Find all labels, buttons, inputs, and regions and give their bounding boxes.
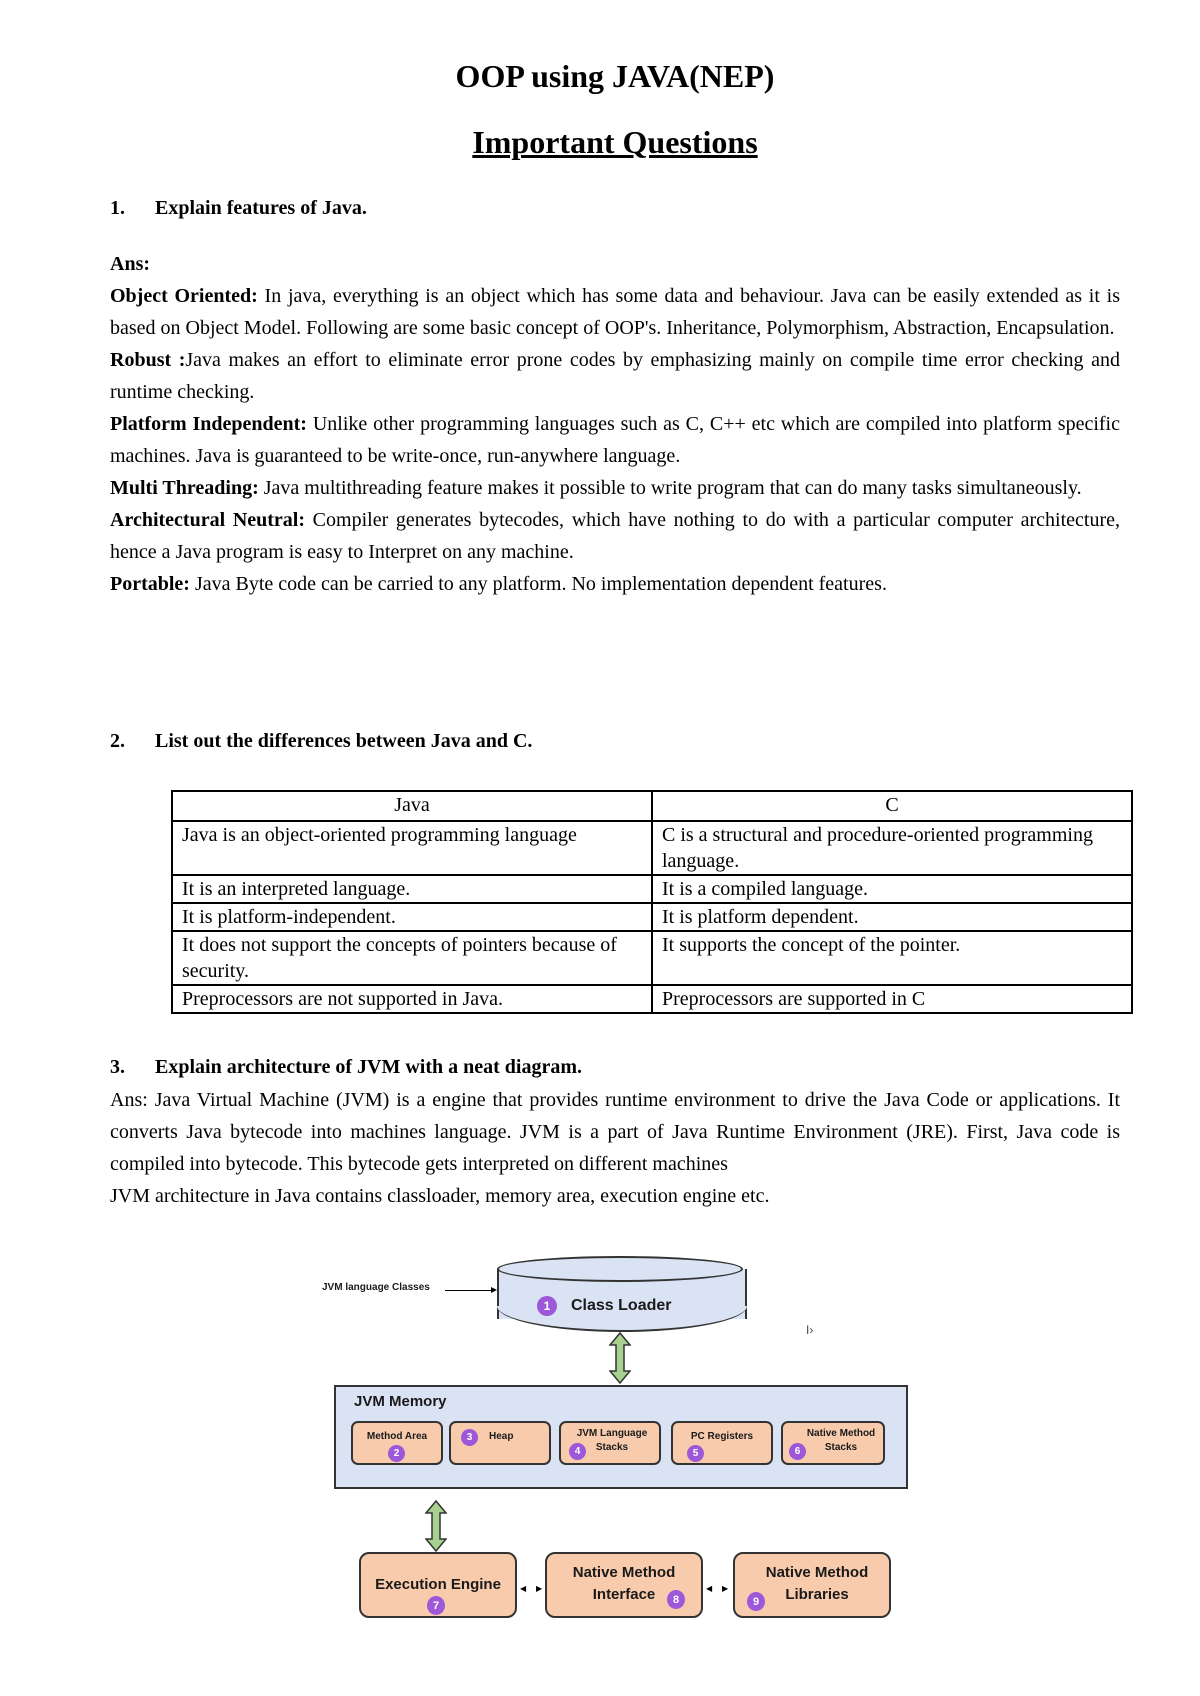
question-1-answer: [110, 248, 1120, 600]
table-cell: It supports the concept of the pointer.: [652, 931, 1132, 985]
question-number: 1.: [110, 197, 125, 219]
number-badge: 4: [569, 1443, 586, 1460]
input-arrow-icon: [445, 1290, 495, 1291]
question-1-heading: [110, 197, 367, 220]
number-badge: 3: [461, 1429, 478, 1446]
memory-area-method-area: Method Area 2: [351, 1421, 443, 1465]
double-arrow-icon: [609, 1332, 631, 1384]
number-badge: 1: [537, 1296, 557, 1316]
feature-multi-threading: Multi Threading: Java multithreading feature makes it possible to write program that can do many tasks simultaneously.: [110, 477, 1082, 499]
double-arrow-icon: [425, 1500, 447, 1552]
text-cursor-icon: I›: [806, 1323, 814, 1337]
table-cell: It is a compiled language.: [652, 875, 1132, 903]
feature-object-oriented: Object Oriented: In java, everything is an object which has some data and behaviour. Java can be easily extended as it is based on Object Model. Following are some basic concept of OOP's. Inheritance, Polymorphism, Abstraction, Encapsulation.: [110, 285, 1120, 339]
number-badge: 7: [427, 1596, 445, 1615]
java-vs-c-table: [171, 790, 1133, 1014]
connector-arrow-icon: ▶: [536, 1584, 543, 1593]
question-2-heading: [110, 730, 532, 753]
question-text: Explain features of Java.: [155, 197, 367, 219]
table-row: [172, 875, 1132, 903]
table-cell: It is an interpreted language.: [172, 875, 652, 903]
table-row: [172, 931, 1132, 985]
question-text: Explain architecture of JVM with a neat diagram.: [155, 1056, 583, 1078]
class-loader-cylinder: [497, 1256, 745, 1332]
number-badge: 6: [789, 1443, 806, 1460]
connector-arrow-icon: ◀: [706, 1584, 713, 1593]
table-cell: Preprocessors are not supported in Java.: [172, 985, 652, 1013]
connector-arrow-icon: ◀: [520, 1584, 527, 1593]
table-header-row: [172, 791, 1132, 821]
number-badge: 8: [667, 1590, 685, 1609]
question-3-answer: Ans: Java Virtual Machine (JVM) is a engine that provides runtime environment to drive the Java Code or applications. It converts Java bytecode into machines language. JVM is a part of Java Runtime Environment (JRE). First, Java code is compiled into bytecode. This bytecode gets interpreted on different machines JVM architecture in Java contains classloader, memory area, execution engine etc.: [110, 1089, 1120, 1207]
feature-robust: Robust :Java makes an effort to eliminate error prone codes by emphasizing mainly on compile time error checking and runtime checking.: [110, 349, 1120, 403]
document-subtitle: Important Questions: [472, 124, 758, 160]
native-method-interface-box: Native Method Interface 8: [545, 1552, 703, 1618]
number-badge: 9: [747, 1592, 765, 1611]
class-loader-label: Class Loader: [571, 1297, 672, 1314]
table-cell: It is platform dependent.: [652, 903, 1132, 931]
table-cell: Preprocessors are supported in C: [652, 985, 1132, 1013]
table-row: [172, 985, 1132, 1013]
feature-architectural-neutral: Architectural Neutral: Compiler generates bytecodes, which have nothing to do with a particular computer architecture, hence a Java program is easy to Interpret on any machine.: [110, 509, 1120, 563]
feature-portable: Portable: Java Byte code can be carried to any platform. No implementation dependent features.: [110, 573, 887, 595]
answer-label: Ans:: [110, 253, 151, 275]
memory-area-heap: 3 Heap: [449, 1421, 551, 1465]
jvm-language-classes-label: JVM language Classes: [322, 1282, 430, 1293]
number-badge: 2: [388, 1445, 405, 1462]
question-text: List out the differences between Java and C.: [155, 730, 533, 752]
column-header-java: Java: [172, 791, 652, 821]
memory-area-jvm-language-stacks: JVM Language Stacks 4: [559, 1421, 661, 1465]
table-cell: It does not support the concepts of pointers because of security.: [172, 931, 652, 985]
number-badge: 5: [687, 1445, 704, 1462]
question-3-heading: [110, 1056, 582, 1079]
native-method-libraries-box: Native Method Libraries 9: [733, 1552, 891, 1618]
document-title: OOP using JAVA(NEP): [455, 58, 775, 94]
jvm-memory-title: JVM Memory: [354, 1393, 447, 1410]
table-cell: C is a structural and procedure-oriented programming language.: [652, 821, 1132, 875]
table-row: [172, 821, 1132, 875]
feature-platform-independent: Platform Independent: Unlike other programming languages such as C, C++ etc which are compiled into platform specific machines. Java is guaranteed to be write-once, run-anywhere language.: [110, 413, 1120, 467]
table-cell: Java is an object-oriented programming language: [172, 821, 652, 875]
memory-area-native-method-stacks: Native Method Stacks 6: [781, 1421, 885, 1465]
question-number: 3.: [110, 1056, 125, 1078]
execution-engine-box: Execution Engine 7: [359, 1552, 517, 1618]
connector-arrow-icon: ▶: [722, 1584, 729, 1593]
column-header-c: C: [652, 791, 1132, 821]
memory-area-pc-registers: PC Registers 5: [671, 1421, 773, 1465]
table-row: [172, 903, 1132, 931]
question-number: 2.: [110, 730, 125, 752]
table-cell: It is platform-independent.: [172, 903, 652, 931]
jvm-memory-box: [334, 1385, 908, 1489]
